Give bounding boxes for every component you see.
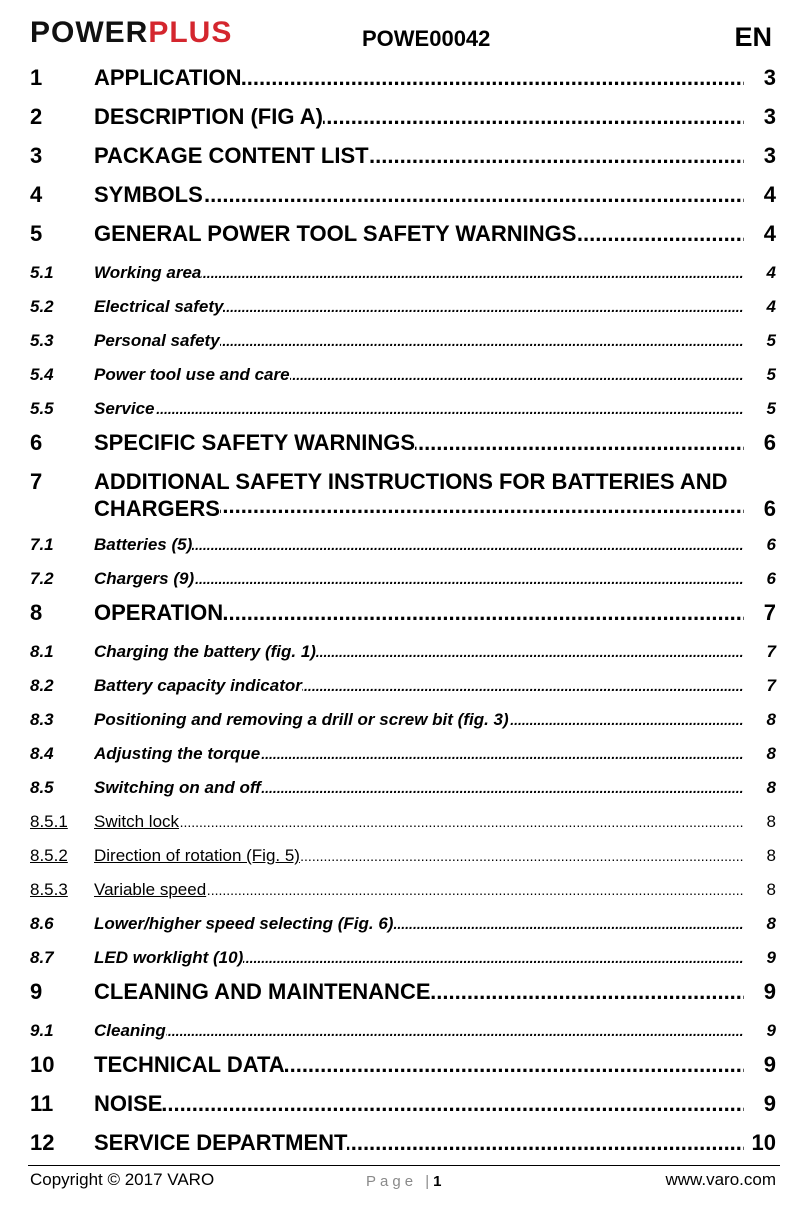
toc-entry-8-1[interactable]: 8.1 Charging the battery (fig. 1) ..... 7 — [30, 635, 776, 669]
toc-entry-5-3[interactable]: 5.3 Personal safety ..... 5 — [30, 324, 776, 358]
page-label: Page | — [366, 1173, 434, 1190]
toc-entry-8-4[interactable]: 8.4 Adjusting the torque ..... 8 — [30, 737, 776, 771]
brand-logo: POWERPLUS — [30, 16, 233, 49]
toc-entry-7-2[interactable]: 7.2 Chargers (9) ..... 6 — [30, 562, 776, 596]
toc-entry-4[interactable]: 4 SYMBOLS ..... 4 — [30, 178, 776, 217]
page-indicator — [366, 1172, 441, 1192]
toc-entry-5-1[interactable]: 5.1 Working area ..... 4 — [30, 256, 776, 290]
copyright-text: Copyright © 2017 VARO — [30, 1170, 215, 1189]
toc-entry-7-1[interactable]: 7.1 Batteries (5) ..... 6 — [30, 528, 776, 562]
toc-entry-9[interactable]: 9 CLEANING AND MAINTENANCE ..... 9 — [30, 975, 776, 1014]
toc-entry-5-5[interactable]: 5.5 Service ..... 5 — [30, 392, 776, 426]
toc-entry-10[interactable]: 10 TECHNICAL DATA ..... 9 — [30, 1048, 776, 1087]
footer-divider — [28, 1165, 780, 1166]
toc-entry-7-title-line1: ADDITIONAL SAFETY INSTRUCTIONS FOR BATTERIES AND — [94, 469, 728, 494]
toc-entry-8-5-3[interactable]: 8.5.3 Variable speed ..... 8 — [30, 873, 776, 907]
toc-entry-6[interactable]: 6 SPECIFIC SAFETY WARNINGS ..... 6 — [30, 426, 776, 465]
toc-entry-8-7[interactable]: 8.7 LED worklight (10) ..... 9 — [30, 941, 776, 975]
toc-entry-2[interactable]: 2 DESCRIPTION (FIG A) ..... 3 — [30, 100, 776, 139]
toc-entry-9-1[interactable]: 9.1 Cleaning ..... 9 — [30, 1014, 776, 1048]
model-number: POWE00042 — [362, 26, 491, 51]
toc-entry-3[interactable]: 3 PACKAGE CONTENT LIST ..... 3 — [30, 139, 776, 178]
toc-entry-5-4[interactable]: 5.4 Power tool use and care ..... 5 — [30, 358, 776, 392]
toc-entry-5-2[interactable]: 5.2 Electrical safety ..... 4 — [30, 290, 776, 324]
website-link[interactable]: www.varo.com — [665, 1170, 776, 1189]
toc-entry-8-3[interactable]: 8.3 Positioning and removing a drill or screw bit (fig. 3) ..... 8 — [30, 703, 776, 737]
toc-entry-1[interactable]: 1 APPLICATION ..... 3 — [30, 61, 776, 100]
table-of-contents — [30, 61, 776, 1165]
page-number: 1 — [433, 1173, 442, 1190]
page-header — [0, 0, 808, 60]
toc-entry-8-5[interactable]: 8.5 Switching on and off ..... 8 — [30, 771, 776, 805]
toc-entry-8-6[interactable]: 8.6 Lower/higher speed selecting (Fig. 6) ..... 8 — [30, 907, 776, 941]
toc-entry-8[interactable]: 8 OPERATION ..... 7 — [30, 596, 776, 635]
toc-entry-8-2[interactable]: 8.2 Battery capacity indicator ..... 7 — [30, 669, 776, 703]
toc-entry-8-5-2[interactable]: 8.5.2 Direction of rotation (Fig. 5) ..... 8 — [30, 839, 776, 873]
toc-entry-7[interactable]: 7 ADDITIONAL SAFETY INSTRUCTIONS FOR BATTERIES AND CHARGERS ..... 6 — [30, 465, 776, 528]
toc-entry-8-5-1[interactable]: 8.5.1 Switch lock ..... 8 — [30, 805, 776, 839]
toc-entry-11[interactable]: 11 NOISE ..... 9 — [30, 1087, 776, 1126]
language-code: EN — [734, 22, 772, 52]
toc-entry-12[interactable]: 12 SERVICE DEPARTMENT ..... 10 — [30, 1126, 776, 1165]
toc-entry-5[interactable]: 5 GENERAL POWER TOOL SAFETY WARNINGS ..... 4 — [30, 217, 776, 256]
